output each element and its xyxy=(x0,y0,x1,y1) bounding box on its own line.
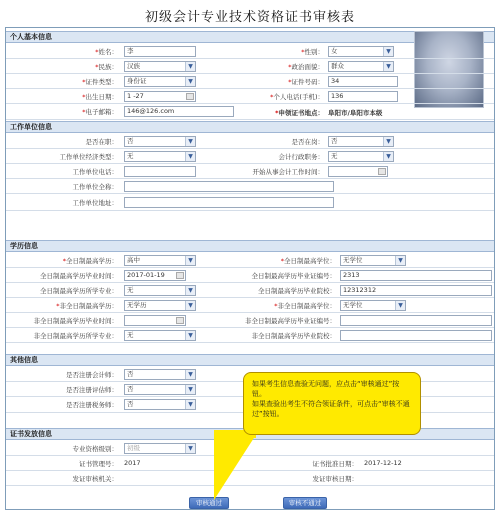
section-cert: 证书发放信息 xyxy=(6,428,494,440)
political-select[interactable]: 群众 ▼ xyxy=(328,61,394,72)
callout-line-2: 如果查验出考生不符合领证条件，可点击“审核不通过”按钮。 xyxy=(252,400,410,418)
cert-place-label: *申领证书地点： xyxy=(275,109,324,117)
row-work-phone xyxy=(6,164,494,179)
ft-major-select[interactable]: 无 ▼ xyxy=(124,285,196,296)
on-job-select[interactable]: 否 ▼ xyxy=(124,136,196,147)
work-phone-label: 工作单位电话： xyxy=(72,168,118,176)
company-address-field[interactable] xyxy=(124,197,334,208)
political-label: *政治面貌： xyxy=(288,63,324,71)
name-field[interactable]: 李 xyxy=(124,46,196,57)
idno-label: *证件号码： xyxy=(288,78,324,86)
row-idtype xyxy=(6,74,494,89)
row-birth xyxy=(6,89,494,104)
idtype-select[interactable]: 身份证 ▼ xyxy=(124,76,196,87)
page-title: 初级会计专业技术资格证书审核表 xyxy=(144,10,355,25)
row-ft-edu xyxy=(6,253,494,268)
callout-line-1: 如果考生信息查验无问题，应点击“审核通过”按钮。 xyxy=(252,380,400,398)
appraiser-label: 是否注册评估师： xyxy=(66,386,118,394)
pt-major-label: 非全日制最高学历所学专业： xyxy=(33,332,118,340)
ft-grad-time-field[interactable]: 2017-01-19 xyxy=(124,270,186,281)
chevron-down-icon: ▼ xyxy=(383,47,393,56)
ft-major-label: 全日制最高学历所学专业： xyxy=(40,287,118,295)
approve-date-label: 证书批准日期： xyxy=(312,460,358,468)
section-personal: 个人基本信息 xyxy=(6,31,494,43)
approve-button[interactable]: 审核通过 xyxy=(189,497,229,509)
full-name-label: 工作单位全称： xyxy=(72,183,118,191)
pt-degree-select[interactable]: 无学位 ▼ xyxy=(340,300,406,311)
ft-degree-select[interactable]: 无学位 ▼ xyxy=(340,255,406,266)
level-select[interactable]: 初级 ▼ xyxy=(124,443,196,454)
row-name xyxy=(6,44,494,59)
cert-no-label: 证书管理号： xyxy=(79,460,118,468)
cpa-label: 是否注册会计师： xyxy=(66,371,118,379)
approve-date-value: 2017-12-12 xyxy=(364,459,402,467)
acct-duty-label: 会计行政职务： xyxy=(278,153,324,161)
chevron-down-icon: ▼ xyxy=(185,400,195,409)
cert-no-value: 2017 xyxy=(124,459,141,467)
pt-edu-select[interactable]: 无学历 ▼ xyxy=(124,300,196,311)
email-field[interactable]: 146@126.com xyxy=(124,106,234,117)
pt-grad-time-label: 非全日制最高学历毕业时间： xyxy=(33,317,118,325)
ethnic-select[interactable]: 汉族 ▼ xyxy=(124,61,196,72)
chevron-down-icon: ▼ xyxy=(395,301,405,310)
calendar-icon[interactable] xyxy=(186,93,194,100)
tax-label: 是否注册税务师： xyxy=(66,401,118,409)
row-ethnic xyxy=(6,59,494,74)
row-econ xyxy=(6,149,494,164)
chevron-down-icon: ▼ xyxy=(185,77,195,86)
chevron-down-icon: ▼ xyxy=(383,137,393,146)
ft-grad-time-label: 全日制最高学历毕业时间： xyxy=(40,272,118,280)
calendar-icon[interactable] xyxy=(378,168,386,175)
pt-school-label: 非全日制最高学历毕业院校： xyxy=(251,332,336,340)
calendar-icon[interactable] xyxy=(176,272,184,279)
row-on-job xyxy=(6,134,494,149)
chevron-down-icon: ▼ xyxy=(185,137,195,146)
chevron-down-icon: ▼ xyxy=(383,62,393,71)
on-post-label: 是否在岗： xyxy=(291,138,324,146)
acct-duty-select[interactable]: 无 ▼ xyxy=(328,151,394,162)
chevron-down-icon: ▼ xyxy=(185,385,195,394)
ft-school-field[interactable]: 12312312 xyxy=(340,285,492,296)
chevron-down-icon: ▼ xyxy=(185,444,195,453)
pt-school-field[interactable] xyxy=(340,330,492,341)
row-pt-grad xyxy=(6,313,494,328)
cert-place-value: 阜阳市/阜阳市本级 xyxy=(328,109,383,117)
email-label: *电子邮箱： xyxy=(82,108,118,116)
work-phone-field[interactable] xyxy=(124,166,196,177)
name-label: *姓名： xyxy=(95,48,118,56)
birth-date-field[interactable]: 1 -27 xyxy=(124,91,196,102)
tax-select[interactable]: 否 ▼ xyxy=(124,399,196,410)
pt-cert-no-field[interactable] xyxy=(340,315,492,326)
idno-field[interactable]: 34 xyxy=(328,76,398,87)
econ-type-select[interactable]: 无 ▼ xyxy=(124,151,196,162)
chevron-down-icon: ▼ xyxy=(185,286,195,295)
row-ft-grad xyxy=(6,268,494,283)
pt-edu-label: *非全日制最高学历： xyxy=(56,302,118,310)
chevron-down-icon: ▼ xyxy=(185,301,195,310)
phone-field[interactable]: 136 xyxy=(328,91,398,102)
reject-button[interactable]: 审核不通过 xyxy=(283,497,327,509)
row-pt-edu xyxy=(6,298,494,313)
chevron-down-icon: ▼ xyxy=(185,331,195,340)
section-work: 工作单位信息 xyxy=(6,121,494,133)
ft-edu-select[interactable]: 高中 ▼ xyxy=(124,255,196,266)
company-name-field[interactable] xyxy=(124,181,334,192)
chevron-down-icon: ▼ xyxy=(383,152,393,161)
row-pt-major xyxy=(6,328,494,343)
birth-label: *出生日期： xyxy=(82,93,118,101)
start-time-label: 开始从事会计工作时间： xyxy=(252,168,324,176)
row-full-name xyxy=(6,179,494,194)
on-job-label: 是否在职： xyxy=(85,138,118,146)
row-address xyxy=(6,194,494,211)
chevron-down-icon: ▼ xyxy=(185,256,195,265)
chevron-down-icon: ▼ xyxy=(185,152,195,161)
row-ft-major xyxy=(6,283,494,298)
phone-label: *个人电话(手机)： xyxy=(270,93,324,101)
pt-grad-time-field[interactable] xyxy=(124,315,186,326)
gender-label: *性别： xyxy=(301,48,324,56)
chevron-down-icon: ▼ xyxy=(395,256,405,265)
calendar-icon[interactable] xyxy=(176,317,184,324)
econ-type-label: 工作单位经济类型： xyxy=(59,153,118,161)
chevron-down-icon: ▼ xyxy=(185,62,195,71)
cpa-select[interactable]: 否 ▼ xyxy=(124,369,196,380)
pt-degree-label: *非全日制最高学位： xyxy=(274,302,336,310)
callout-pointer xyxy=(214,430,259,500)
start-time-field[interactable] xyxy=(328,166,388,177)
ft-cert-no-label: 全日制最高学历毕业证编号： xyxy=(251,272,336,280)
pt-cert-no-label: 非全日制最高学历毕业证编号： xyxy=(245,317,336,325)
pt-major-select[interactable]: 无 ▼ xyxy=(124,330,196,341)
ethnic-label: *民族： xyxy=(95,63,118,71)
address-label: 工作单位地址： xyxy=(72,199,118,207)
section-education: 学历信息 xyxy=(6,240,494,252)
issuer-label: 发证审核机关： xyxy=(72,475,118,483)
row-email xyxy=(6,104,494,120)
callout-bubble xyxy=(243,372,421,435)
appraiser-select[interactable]: 否 ▼ xyxy=(124,384,196,395)
on-post-select[interactable]: 否 ▼ xyxy=(328,136,394,147)
chevron-down-icon: ▼ xyxy=(185,370,195,379)
issue-date-label: 发证审核日期： xyxy=(312,475,358,483)
idtype-label: *证件类型： xyxy=(82,78,118,86)
ft-cert-no-field[interactable]: 2313 xyxy=(340,270,492,281)
ft-edu-label: *全日制最高学历： xyxy=(62,257,118,265)
ft-school-label: 全日制最高学历毕业院校： xyxy=(258,287,336,295)
section-other: 其他信息 xyxy=(6,354,494,366)
gender-select[interactable]: 女 ▼ xyxy=(328,46,394,57)
ft-degree-label: *全日制最高学位： xyxy=(280,257,336,265)
level-label: 专业资格级别： xyxy=(72,445,118,453)
